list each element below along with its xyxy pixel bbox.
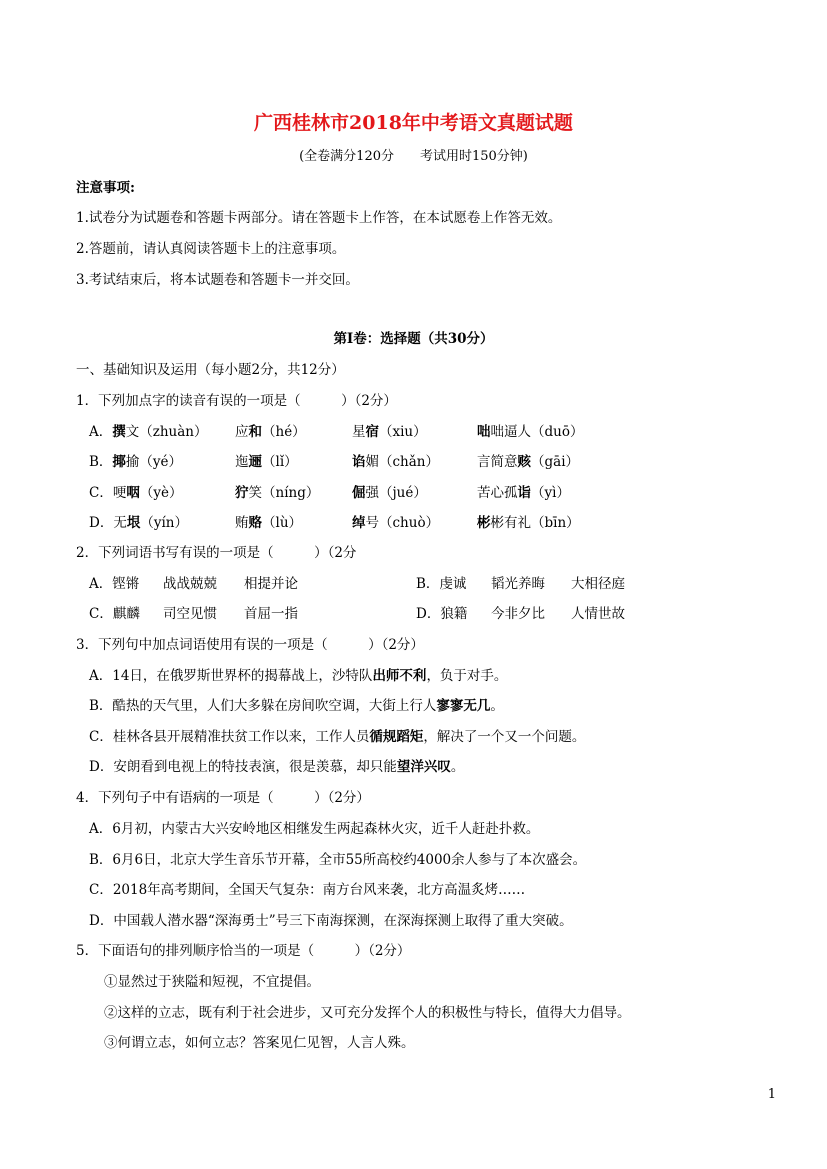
question-1-option-cell [89, 450, 182, 470]
cell-prefix: 言简意 [477, 454, 518, 470]
question-2-word: 今非夕比 [491, 606, 545, 622]
dotted-char: 狞 [235, 485, 249, 501]
notice-heading: 注意事项: [76, 180, 135, 196]
question-2-word: 大相径庭 [571, 576, 625, 592]
notice-item: 2.答题前，请认真阅读答题卡上的注意事项。 [76, 241, 346, 257]
question-2-stem: 2．下列词语书写有误的一项是（ ）（2分 [76, 545, 357, 561]
option-text: ，负于对手。 [426, 668, 508, 684]
question-1-option-cell [235, 420, 306, 440]
question-1-option-cell [235, 450, 298, 470]
cell-suffix: （yè） [139, 485, 183, 501]
cell-suffix: （yì） [531, 485, 570, 501]
question-1-option-cell [235, 481, 319, 501]
cell-prefix: 星 [352, 424, 366, 440]
dotted-char: 垠 [126, 515, 141, 531]
notice-item: 1.试卷分为试题卷和答题卡两部分。请在答题卡上作答，在本试愿卷上作答无效。 [76, 210, 562, 226]
option-text: A．14日，在俄罗斯世界杯的揭幕战上，沙特队 [89, 668, 373, 684]
cell-suffix: 揄（yé） [125, 454, 183, 470]
question-2-word: D．狼籍 [416, 606, 468, 622]
dotted-phrase: 出师不利 [372, 668, 427, 684]
cell-suffix: （xiu） [379, 424, 427, 440]
cell-suffix: 号（chuò） [365, 515, 440, 531]
question-4-option: B．6月6日，北京大学生音乐节开幕，全市55所高校约4000余人参与了本次盛会。 [89, 852, 587, 868]
cell-suffix: 笑（níng） [248, 485, 320, 501]
cell-prefix: 应 [235, 424, 249, 440]
question-3-option [89, 755, 464, 775]
dotted-char: 咽 [126, 485, 140, 501]
option-text: C．桂林各县开展精准扶贫工作以来，工作人员 [89, 729, 370, 745]
section-title: 第Ⅰ卷：选择题（共30分） [333, 331, 494, 347]
cell-suffix: （yín） [140, 515, 188, 531]
dotted-char: 彬 [477, 515, 491, 531]
question-2-word: 首屈一指 [244, 606, 298, 622]
question-1-option-cell [235, 511, 302, 531]
exam-info: (全卷满分120分 考试用时150分钟) [299, 149, 528, 164]
dotted-char: 赂 [248, 515, 262, 531]
question-1-option-cell [477, 450, 579, 470]
question-2-word: 韬光养晦 [491, 576, 545, 592]
dotted-char: 赅 [517, 454, 531, 470]
document-title: 广西桂林市2018年中考语文真题试题 [254, 112, 573, 134]
question-3-option [89, 664, 507, 684]
option-text: 。 [450, 759, 465, 775]
dotted-char: 宿 [365, 424, 379, 440]
question-1-option-cell [89, 481, 182, 501]
page-number: 1 [767, 1087, 776, 1102]
dotted-char: 撰 [112, 424, 126, 440]
question-2-word: A．铿锵 [89, 576, 140, 592]
cell-suffix: 强（jué） [365, 485, 427, 501]
dotted-char: 诣 [517, 485, 531, 501]
question-4-option: A．6月初，内蒙古大兴安岭地区相继发生两起森林火灾，近千人赶赴扑救。 [89, 821, 540, 837]
option-text: D．安朗看到电视上的特技表演，很是羡慕，却只能 [89, 759, 397, 775]
question-2-word: 战战兢兢 [163, 576, 217, 592]
question-2-word: B．虔诚 [416, 576, 467, 592]
question-2-word: 司空见惯 [163, 606, 217, 622]
cell-suffix: （lù） [262, 515, 303, 531]
dotted-char: 绰 [352, 515, 366, 531]
question-1-option-cell [352, 450, 439, 470]
question-1-option-cell [89, 420, 208, 440]
dotted-char: 谄 [352, 454, 366, 470]
cell-suffix: 咄逼人（duō） [490, 424, 584, 440]
cell-suffix: （lǐ） [262, 454, 298, 470]
question-1-option-cell [352, 481, 427, 501]
dotted-phrase: 寥寥无几 [436, 698, 491, 714]
question-1-option-cell [477, 511, 580, 531]
cell-suffix: 彬有礼（bīn） [490, 515, 580, 531]
question-5-statement: ③何谓立志，如何立志？答案见仁见智，人言人殊。 [104, 1035, 415, 1051]
question-5-stem: 5．下面语句的排列顺序恰当的一项是（ ）（2分） [76, 943, 411, 959]
cell-prefix: D．无 [89, 515, 127, 531]
cell-suffix: 文（zhuàn） [125, 424, 208, 440]
cell-prefix: 迤 [235, 454, 249, 470]
part-heading: 一、基础知识及运用（每小题2分，共12分） [76, 362, 345, 378]
notice-item: 3.考试结束后，将本试题卷和答题卡一并交回。 [76, 272, 359, 288]
question-3-option [89, 725, 585, 745]
question-1-option-cell [352, 511, 439, 531]
dotted-phrase: 望洋兴叹 [396, 759, 451, 775]
cell-prefix: B． [89, 454, 113, 470]
question-1-option-cell [477, 420, 583, 440]
question-1-option-cell [477, 481, 570, 501]
cell-suffix: 媚（chǎn） [365, 454, 439, 470]
question-2-word: C．麒麟 [89, 606, 140, 622]
question-1-option-cell [352, 420, 427, 440]
dotted-char: 倔 [352, 485, 366, 501]
cell-prefix: 苦心孤 [477, 485, 518, 501]
cell-prefix: C．哽 [89, 485, 127, 501]
question-5-statement: ①显然过于狭隘和短视，不宜提倡。 [104, 974, 320, 990]
option-text: ，解决了一个又一个问题。 [423, 729, 586, 745]
question-4-option: C．2018年高考期间，全国天气复杂：南方台风来袭，北方高温炙烤…… [89, 882, 526, 898]
cell-suffix: （hé） [262, 424, 306, 440]
question-5-statement: ②这样的立志，既有利于社会进步，又可充分发挥个人的积极性与特长，值得大力倡导。 [104, 1005, 631, 1021]
cell-prefix: 贿 [235, 515, 249, 531]
option-text: 。 [490, 698, 504, 714]
question-1-stem: 1．下列加点字的读音有误的一项是（ ）（2分） [76, 393, 397, 409]
cell-suffix: （gāi） [531, 454, 580, 470]
dotted-char: 咄 [477, 424, 491, 440]
dotted-phrase: 循规蹈矩 [369, 729, 424, 745]
question-4-stem: 4．下列句子中有语病的一项是（ ）（2分） [76, 790, 370, 806]
question-4-option: D．中国载人潜水器“深海勇士”号三下南海探测，在深海探测上取得了重大突破。 [89, 913, 573, 929]
cell-prefix: A． [89, 424, 113, 440]
question-1-option-cell [89, 511, 188, 531]
dotted-char: 揶 [112, 454, 126, 470]
dotted-char: 逦 [248, 454, 262, 470]
option-text: B．酷热的天气里，人们大多躲在房间吹空调，大街上行人 [89, 698, 437, 714]
question-2-word: 相提并论 [244, 576, 298, 592]
question-3-stem: 3．下列句中加点词语使用有误的一项是（ ）（2分） [76, 637, 424, 653]
question-2-word: 人情世故 [571, 606, 625, 622]
question-3-option [89, 694, 504, 714]
dotted-char: 和 [248, 424, 262, 440]
